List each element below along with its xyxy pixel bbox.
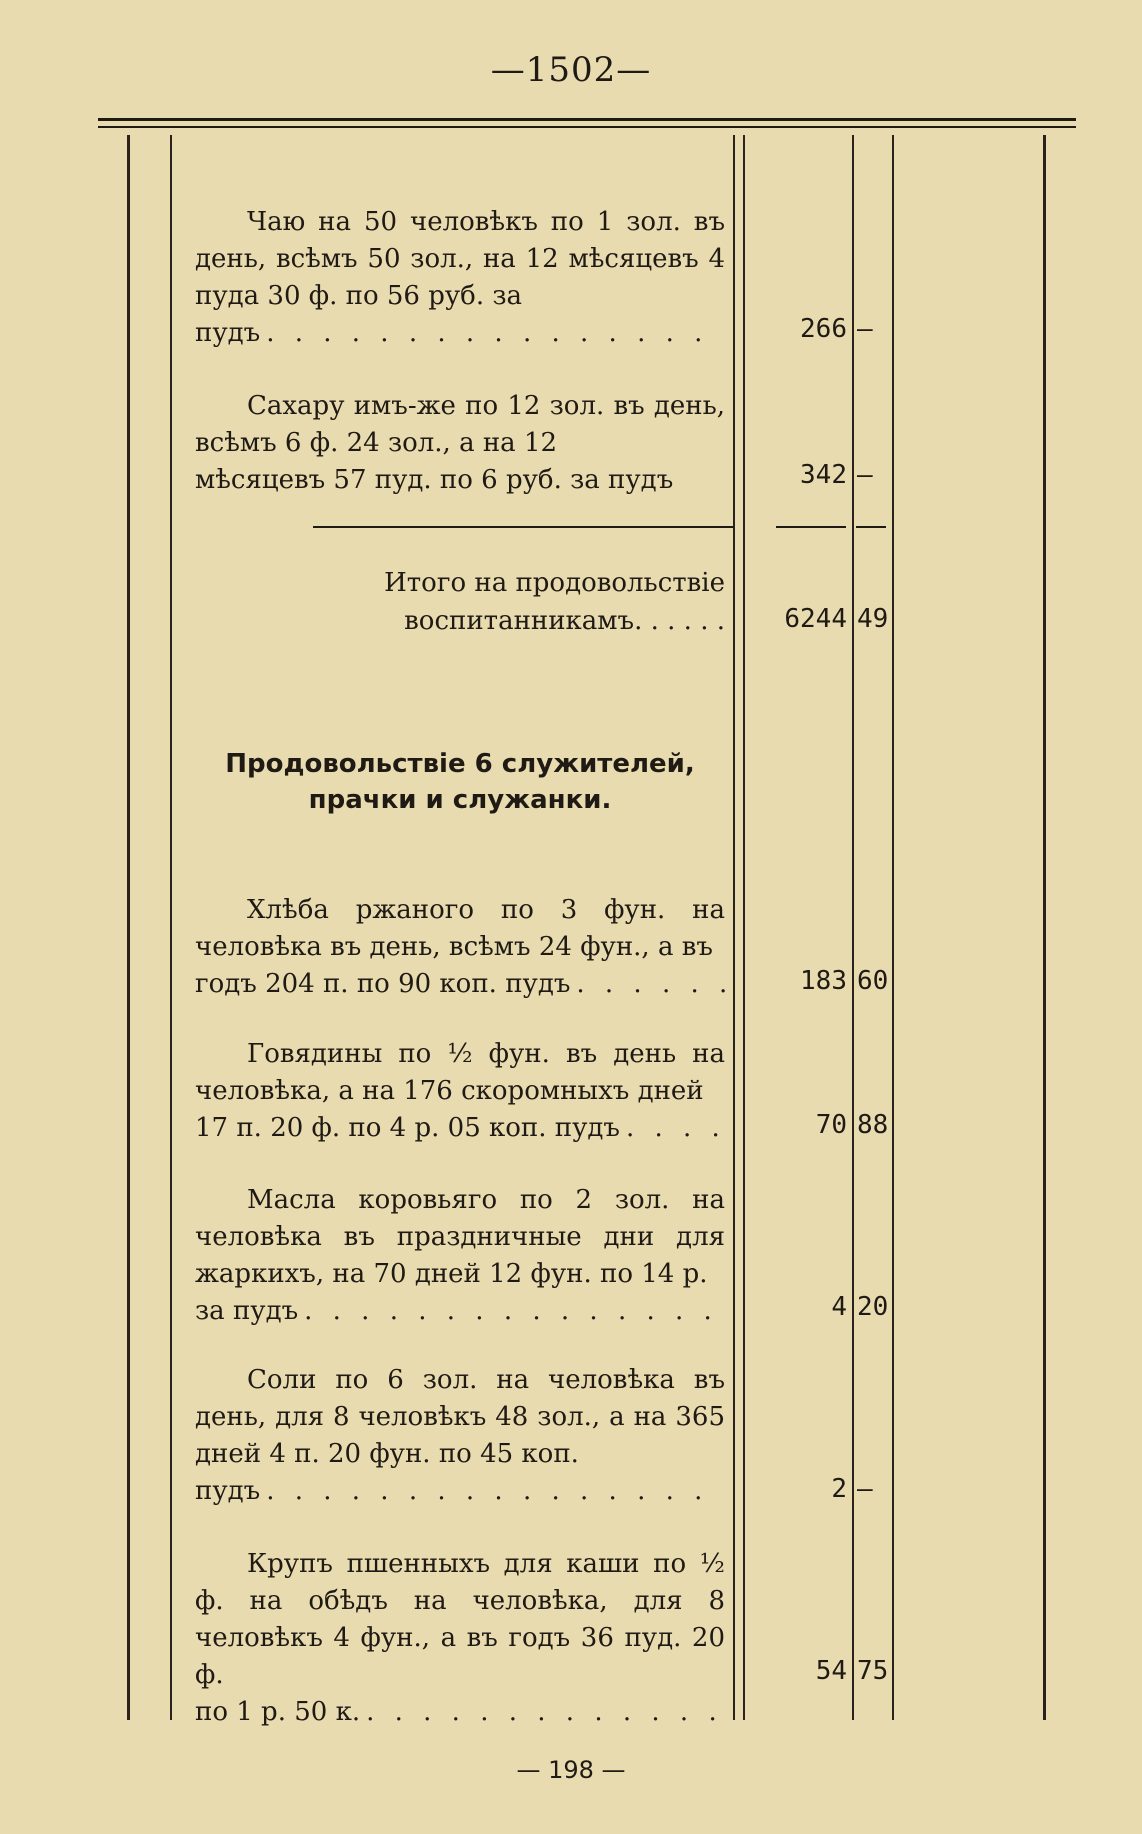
leader-dots [304,1293,725,1330]
leader-dots [366,1694,725,1731]
entry-beef [195,1036,725,1147]
entry-last-line: за пудъ [195,1296,299,1326]
entry-last-line: по 1 р. 50 к. [195,1697,361,1727]
kop-value: 88 [857,1110,889,1140]
table-border-right [1043,135,1046,1720]
entry-tea [195,204,725,352]
entry-text: Говядины по ½ фун. въ день на человѣка, а на 176 скоромныхъ дней [195,1039,725,1106]
entry-last-line: годъ 204 п. по 90 коп. пудъ [195,969,571,999]
entry-text: Чаю на 50 человѣкъ по 1 зол. въ день, всѣмъ 50 зол., на 12 мѣсяцевъ 4 пуда 30 ф. по 56 руб. за [195,207,725,311]
top-rule-thin [98,126,1076,128]
entry-butter [195,1182,725,1330]
kop-value: — [857,1474,873,1504]
sum-rule-rub [776,526,846,528]
table-border-left [127,135,130,1720]
footer-page-number: — 198 — [516,1756,626,1784]
page-number: —1502— [490,50,652,90]
sum-rule-text [313,526,733,528]
leader-dots [626,1110,725,1147]
column-divider-kop [852,135,854,1720]
section-heading: Продовольствіе 6 служителей, прачки и служанки. [225,749,695,815]
sum-rule-kop [856,526,886,528]
kop-value: 75 [857,1656,889,1686]
rub-value: 266 [800,314,847,344]
entry-last-line: мѣсяцевъ 57 пуд. по 6 руб. за пудъ [195,465,674,495]
total-rub: 6244 [784,604,847,634]
rub-value: 54 [815,1656,847,1686]
total-line1: Итого на продовольствіе [384,568,725,598]
entry-text: Соли по 6 зол. на человѣка въ день, для 8 человѣкъ 48 зол., а на 365 дней 4 п. 20 фун. по 45 коп. [195,1365,725,1469]
rub-value: 4 [831,1292,847,1322]
rub-value: 342 [800,460,847,490]
entry-salt [195,1362,725,1510]
column-divider-rub-left [733,135,735,1720]
total-line2: воспитанникамъ [404,606,635,636]
top-rule [98,118,1076,121]
entry-millet [195,1546,725,1731]
rub-value: 183 [800,966,847,996]
leader-dots [576,966,725,1003]
entry-bread [195,892,725,1003]
kop-value: — [857,460,873,490]
column-divider-rub-left-2 [743,135,745,1720]
kop-value: — [857,314,873,344]
total-kop: 49 [857,604,889,634]
entry-text: Сахару имъ-же по 12 зол. въ день, всѣмъ 6 ф. 24 зол., а на 12 [195,391,725,458]
leader-dots [266,315,725,352]
entry-last-line: пудъ [195,318,261,348]
entry-last-line: 17 п. 20 ф. по 4 р. 05 коп. пудъ [195,1113,620,1143]
kop-value: 60 [857,966,889,996]
entry-last-line: пудъ [195,1476,261,1506]
entry-text: Масла коровьяго по 2 зол. на человѣка въ праздничные дни для жаркихъ, на 70 дней 12 фун. по 14 р. [195,1185,725,1289]
leader-dots [266,1473,725,1510]
entry-sugar [195,388,725,499]
entry-text: Крупъ пшенныхъ для каши по ½ ф. на обѣдъ на человѣка, для 8 человѣкъ 4 фун., а въ годъ 36 пуд. 20 ф. [195,1549,725,1690]
total-block [310,564,725,640]
leader-dots: . . . . . . [634,606,725,636]
rub-value: 2 [831,1474,847,1504]
kop-value: 20 [857,1292,889,1322]
entry-text: Хлѣба ржаного по 3 фун. на человѣка въ день, всѣмъ 24 фун., а въ [195,895,725,962]
table-border-left-inner [170,135,172,1720]
rub-value: 70 [815,1110,847,1140]
